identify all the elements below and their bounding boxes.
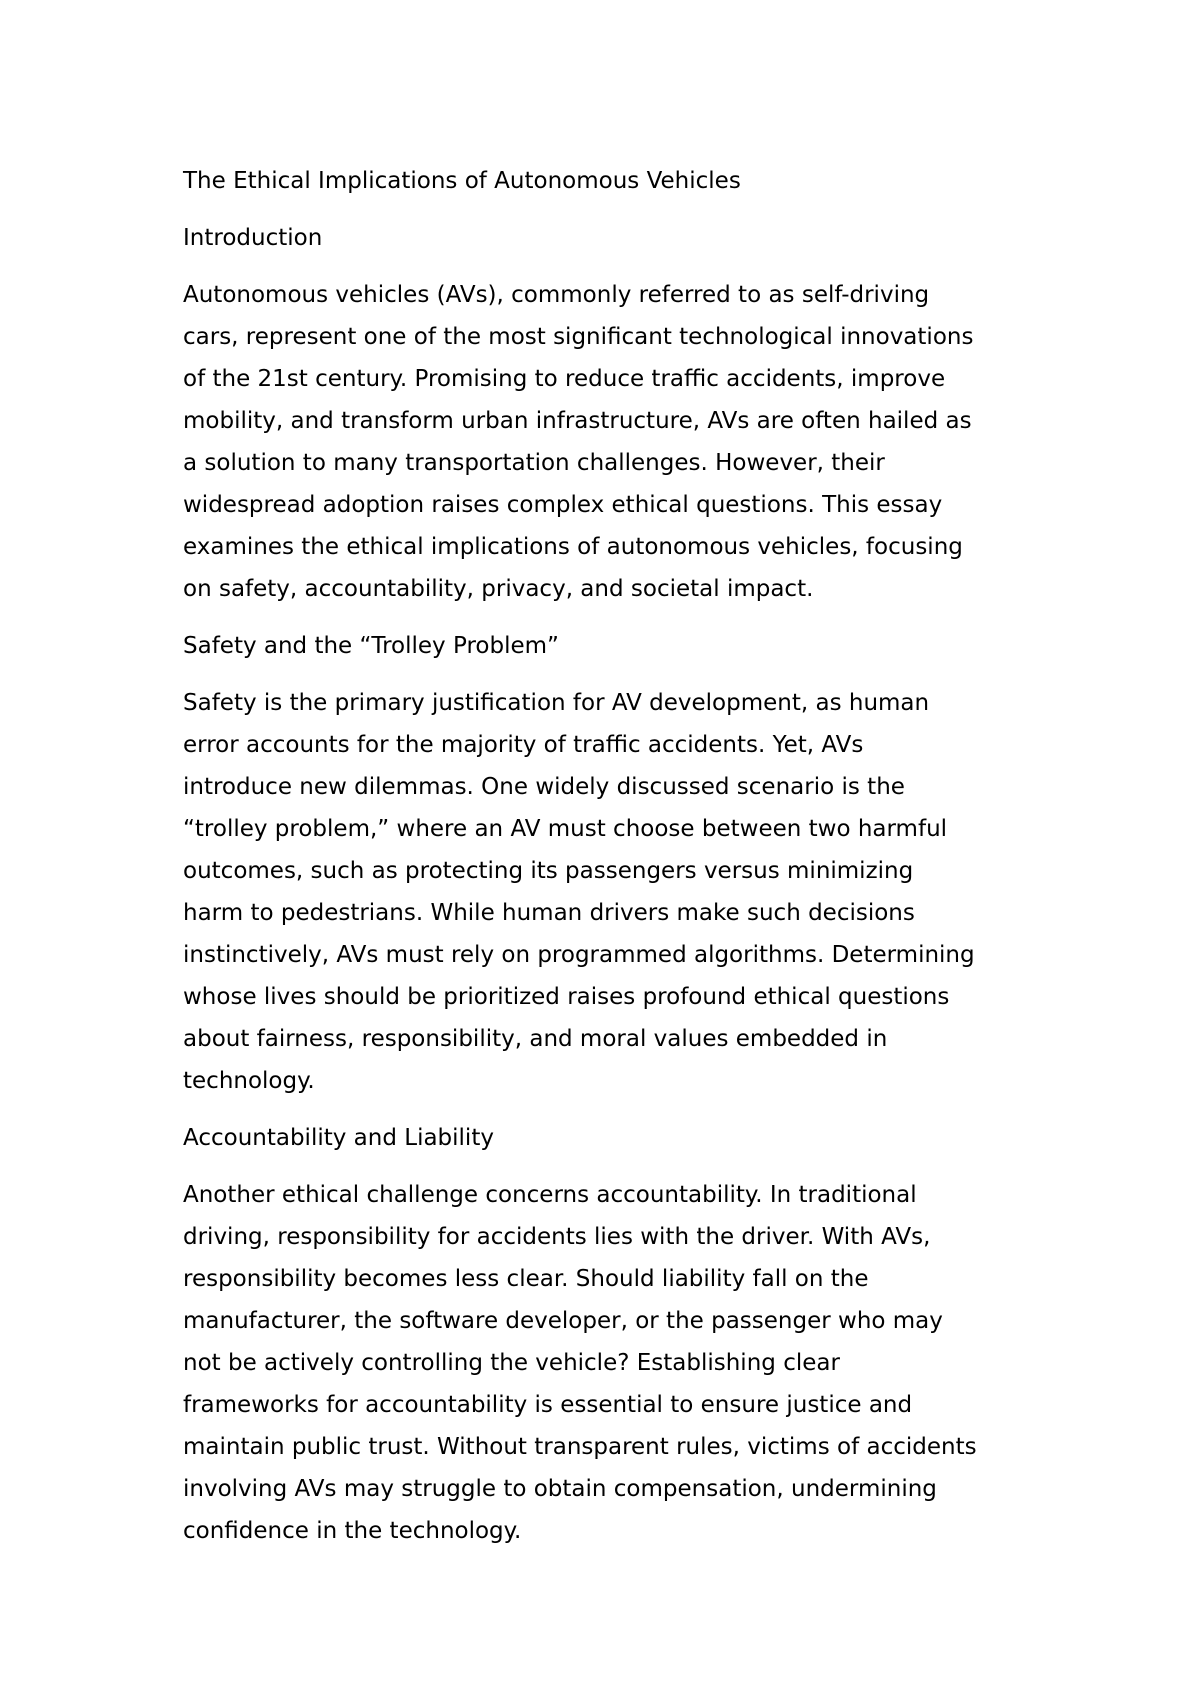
document-page: [183, 160, 1063, 1567]
document-title: The Ethical Implications of Autonomous Vehicles: [183, 168, 741, 194]
text-line: Autonomous vehicles (AVs), commonly referred to as self-driving: [183, 282, 930, 308]
text-line: frameworks for accountability is essential to ensure justice and: [183, 1392, 913, 1418]
text-line: whose lives should be prioritized raises profound ethical questions: [183, 984, 950, 1010]
text-line: widespread adoption raises complex ethical questions. This essay: [183, 492, 943, 518]
text-line: Another ethical challenge concerns accountability. In traditional: [183, 1182, 917, 1208]
text-line: instinctively, AVs must rely on programmed algorithms. Determining: [183, 942, 975, 968]
text-line: confidence in the technology.: [183, 1518, 522, 1544]
text-line: technology.: [183, 1068, 315, 1094]
paragraph-safety: [183, 682, 1063, 1102]
text-line: Safety is the primary justification for AV development, as human: [183, 690, 930, 716]
text-line: examines the ethical implications of autonomous vehicles, focusing: [183, 534, 963, 560]
text-line: about fairness, responsibility, and moral values embedded in: [183, 1026, 888, 1052]
text-line: responsibility becomes less clear. Should liability fall on the: [183, 1266, 869, 1292]
text-line: manufacturer, the software developer, or the passenger who may: [183, 1308, 943, 1334]
text-line: error accounts for the majority of traffic accidents. Yet, AVs: [183, 732, 864, 758]
text-line: involving AVs may struggle to obtain compensation, undermining: [183, 1476, 937, 1502]
text-line: of the 21st century. Promising to reduce traffic accidents, improve: [183, 366, 946, 392]
text-line: harm to pedestrians. While human drivers make such decisions: [183, 900, 915, 926]
text-line: “trolley problem,” where an AV must choose between two harmful: [183, 816, 948, 842]
paragraph-introduction: [183, 274, 1063, 610]
section-heading-accountability: Accountability and Liability: [183, 1125, 494, 1151]
text-line: not be actively controlling the vehicle? Establishing clear: [183, 1350, 840, 1376]
text-line: cars, represent one of the most significant technological innovations: [183, 324, 974, 350]
text-line: on safety, accountability, privacy, and societal impact.: [183, 576, 814, 602]
text-line: outcomes, such as protecting its passengers versus minimizing: [183, 858, 914, 884]
section-heading-introduction: Introduction: [183, 225, 323, 251]
paragraph-accountability: [183, 1174, 1063, 1552]
text-line: mobility, and transform urban infrastructure, AVs are often hailed as: [183, 408, 972, 434]
text-line: driving, responsibility for accidents lies with the driver. With AVs,: [183, 1224, 931, 1250]
text-line: a solution to many transportation challenges. However, their: [183, 450, 885, 476]
text-line: maintain public trust. Without transparent rules, victims of accidents: [183, 1434, 977, 1460]
text-line: introduce new dilemmas. One widely discussed scenario is the: [183, 774, 905, 800]
section-heading-safety: Safety and the “Trolley Problem”: [183, 633, 559, 659]
